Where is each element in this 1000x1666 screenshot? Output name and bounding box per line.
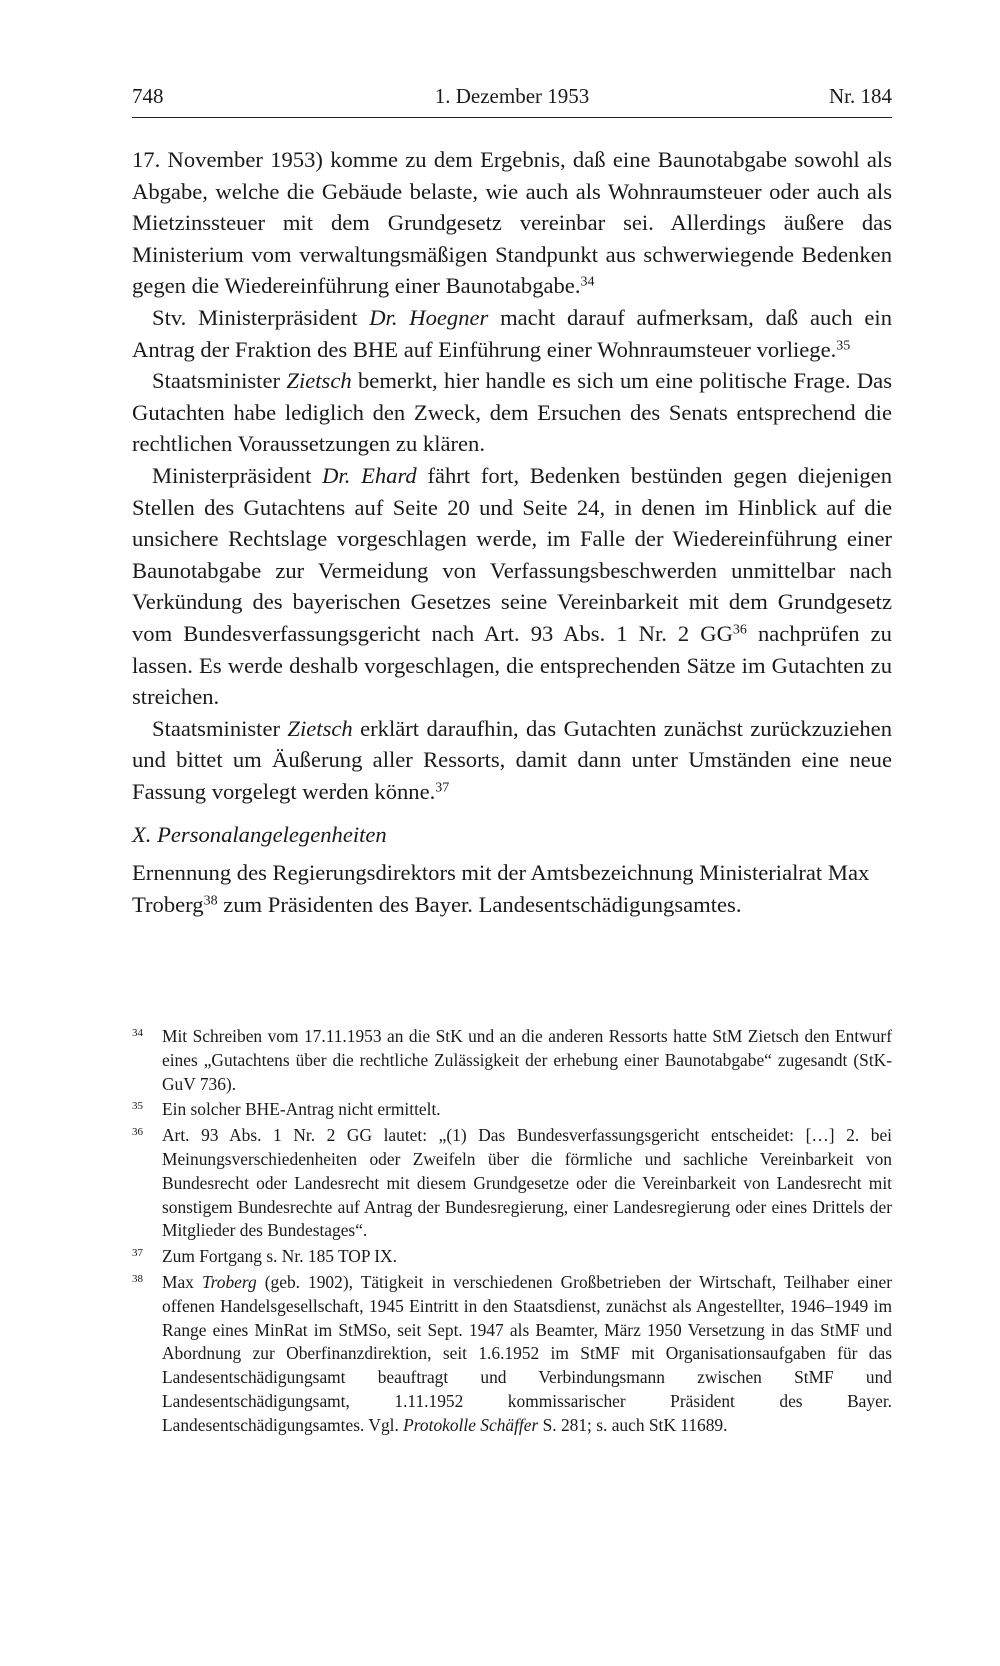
paragraph-text: 17. November 1953) komme zu dem Ergebnis, daß eine Baunotabgabe sowohl als Abgabe, welche die Gebäude belaste, wie auch als Wohnraumsteuer oder auch als Mietzinssteuer mit dem Grundgesetz vereinbar sei. Allerdings äußere das Ministerium vom verwaltungsmäßigen Standpunkt aus schwerwiegende Bedenken gegen die Wiedereinführung einer Baunotabgabe. [132, 147, 892, 299]
paragraph [132, 857, 892, 920]
paragraph-text: bemerkt, hier handle es sich um eine politische Frage. Das Gutachten habe lediglich den Zweck, dem Ersuchen des Senats entsprechend die rechtlichen Voraussetzungen zu klären. [132, 368, 892, 457]
speaker-name: Zietsch [286, 368, 352, 394]
paragraph [132, 713, 892, 808]
header-rule [132, 117, 892, 118]
paragraph [132, 365, 892, 460]
footnote-ref[interactable]: 35 [836, 337, 851, 353]
page-number: 748 [132, 84, 164, 108]
footnote-number: 38 [132, 1272, 143, 1285]
footnote-ref[interactable]: 36 [732, 622, 747, 638]
footnote-number: 34 [132, 1027, 143, 1039]
paragraph-text: Staatsminister [152, 715, 288, 741]
footnote-text: Max [162, 1271, 202, 1292]
paragraph-text: Staatsminister [152, 368, 287, 394]
paragraph-text: Stv. Ministerpräsident [152, 304, 370, 330]
paragraph-text: erklärt daraufhin, das Gutachten zunächst zurückzuziehen und bittet um Äußerung aller Ressorts, damit dann unter Umständen eine neue Fassung vorgelegt werden könne. [132, 715, 893, 804]
reference-title: Protokolle Schäffer [403, 1414, 539, 1435]
footnote-number: 37 [132, 1247, 143, 1260]
main-text [132, 144, 892, 920]
footnote [132, 1245, 892, 1269]
footnote-text: Zum Fortgang s. Nr. 185 TOP IX. [162, 1246, 397, 1267]
speaker-name: Dr. Ehard [322, 462, 417, 488]
paragraph [132, 460, 892, 713]
paragraph [132, 144, 892, 302]
running-header [132, 84, 892, 114]
paragraph-text: fährt fort, Bedenken bestünden gegen diejenigen Stellen des Gutachtens auf Seite 20 und Seite 24, in denen im Hinblick auf die unsichere Rechtslage vorgeschlagen werde, im Falle der Wiedereinführung einer Baunotabgabe zur Vermeidung von Verfassungsbeschwerden unmittelbar nach Verkündung des bayerischen Gesetzes seine Vereinbarkeit mit dem Grundgesetz vom Bundesverfassungsgericht nach Art. 93 Abs. 1 Nr. 2 GG [132, 462, 892, 646]
paragraph [132, 302, 892, 365]
footnote-text: Mit Schreiben vom 17.11.1953 an die StK und an die anderen Ressorts hatte StM Zietsch den Entwurf eines „Gutachtens über die rechtliche Zulässigkeit der erhebung einer Baunotabgabe“ zugesandt (StK-GuV 736). [162, 1026, 892, 1094]
speaker-name: Dr. Hoegner [369, 304, 489, 330]
paragraph-text: Ernennung des Regierungsdirektors mit der Amtsbezeichnung Ministerialrat Max Troberg [132, 860, 870, 917]
paragraph-text: Ministerpräsident [152, 462, 323, 488]
footnote-ref[interactable]: 38 [203, 892, 218, 908]
paragraph-text: nachprüfen zu lassen. Es werde deshalb vorgeschlagen, die entsprechenden Sätze im Gutachten zu streichen. [132, 620, 892, 710]
footnote-ref[interactable]: 34 [580, 274, 595, 290]
footnote-text: Ein solcher BHE-Antrag nicht ermittelt. [162, 1099, 441, 1120]
footnote [132, 1025, 892, 1096]
footnote [132, 1271, 892, 1438]
paragraph-text: zum Präsidenten des Bayer. Landesentschädigungsamtes. [217, 891, 742, 917]
footnote-text: Art. 93 Abs. 1 Nr. 2 GG lautet: „(1) Das Bundesverfassungsgericht entscheidet: […] 2. bei Meinungsverschiedenheiten oder Zweifeln über die förmliche und sachliche Vereinbarkeit von Bundesrecht oder Landesrecht mit diesem Grundgesetze oder die Vereinbarkeit von Landesrecht mit sonstigem Bundesrechte auf Antrag der Bundesregierung, einer Landesregierung oder eines Drittels der Mitglieder des Bundestages“. [162, 1125, 892, 1241]
footnote-number: 35 [132, 1100, 143, 1113]
footnote-ref[interactable]: 37 [435, 780, 450, 796]
header-date: 1. Dezember 1953 [434, 84, 590, 108]
paragraph-text: macht darauf aufmerksam, daß auch ein Antrag der Fraktion des BHE auf Einführung einer Wohnraumsteuer vorliege. [132, 304, 892, 362]
footnote-number: 36 [132, 1126, 143, 1139]
section-heading: X. Personalangelegenheiten [132, 822, 387, 848]
speaker-name: Zietsch [287, 715, 353, 741]
footnote [132, 1098, 892, 1122]
footnote-text: S. 281; s. auch StK 11689. [538, 1414, 728, 1435]
footnotes [132, 1025, 892, 1440]
document-number: Nr. 184 [829, 84, 892, 108]
footnote-text: (geb. 1902), Tätigkeit in verschiedenen Großbetrieben der Wirtschaft, Teilhaber einer offenen Handelsgesellschaft, 1945 Eintritt in den Staatsdienst, zunächst als Angestellter, 1946–1949 im Range eines MinRat im StMSo, seit Sept. 1947 als Beamter, März 1950 Versetzung in das StMF und Abordnung zur Oberfinanzdirektion, seit 1.6.1952 im StMF mit Organisationsaufgaben für das Landesentschädigungsamt beauftragt und Verbindungsmann zwischen StMF und Landesentschädigungsamt, 1.11.1952 kommissarischer Präsident des Bayer. Landesentschädigungsamtes. Vgl. [162, 1271, 892, 1435]
person-name: Troberg [201, 1271, 257, 1292]
footnote [132, 1124, 892, 1243]
